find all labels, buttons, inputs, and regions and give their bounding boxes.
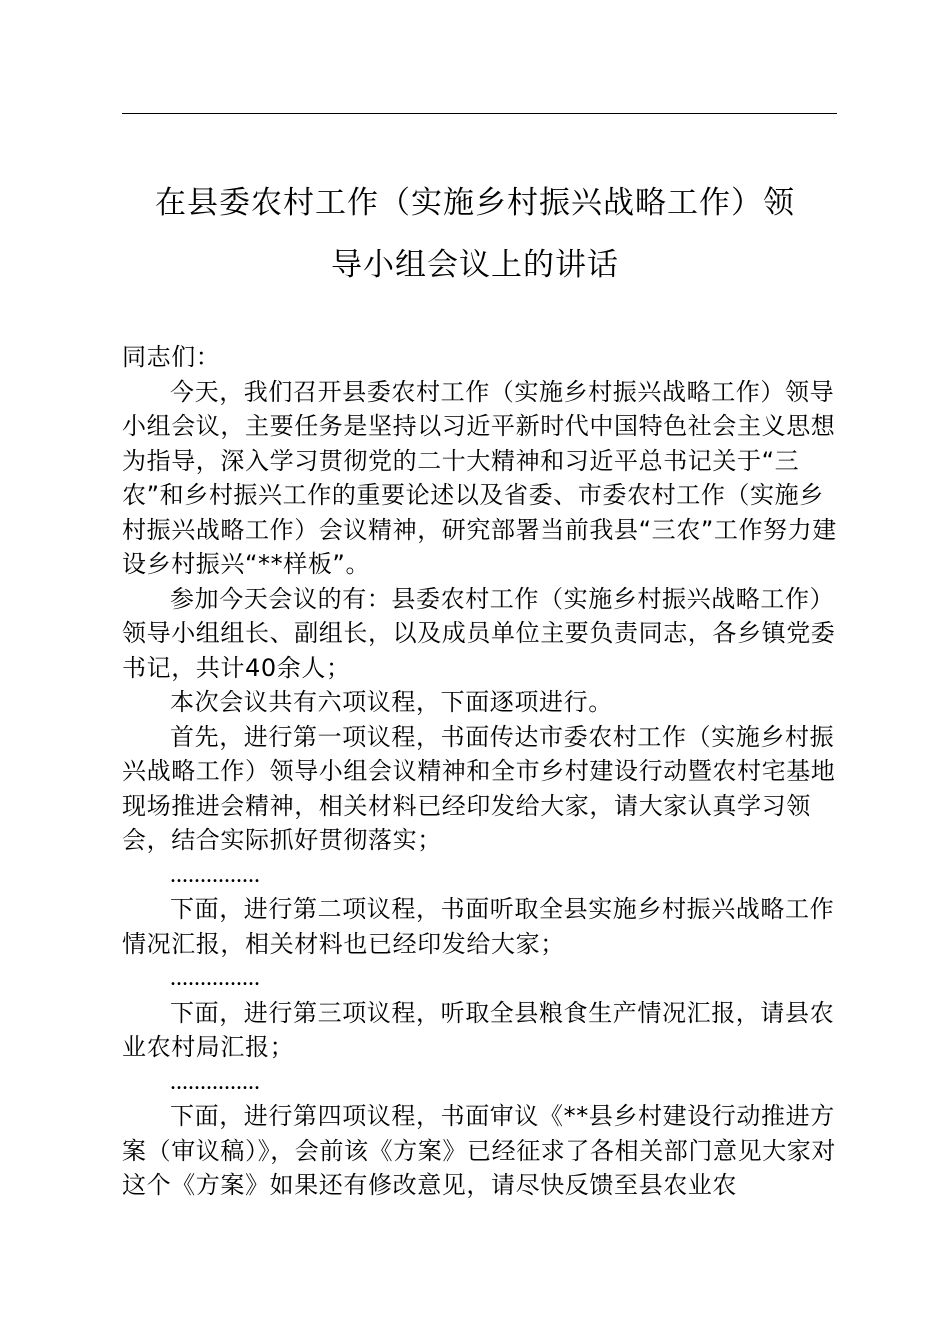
paragraph: 下面，进行第三项议程，听取全县粮食生产情况汇报，请县农业农村局汇报；	[122, 998, 835, 1061]
ellipsis-separator: ...............	[170, 1068, 260, 1095]
header-rule	[122, 113, 837, 114]
title-line-1: 在县委农村工作（实施乡村振兴战略工作）领	[155, 185, 795, 221]
paragraph: 下面，进行第四项议程，书面审议《**县乡村建设行动推进方案（审议稿）》，会前该《方案》已经征求了各相关部门意见大家对这个《方案》如果还有修改意见，请尽快反馈至县农业农	[122, 1102, 836, 1199]
document-body	[122, 340, 837, 1203]
paragraph: 首先，进行第一项议程，书面传达市委农村工作（实施乡村振兴战略工作）领导小组会议精神和全市乡村建设行动暨农村宅基地现场推进会精神，相关材料已经印发给大家，请大家认真学习领会，结合实际抓好贯彻落实；	[122, 722, 836, 854]
document-title	[110, 172, 840, 296]
salutation: 同志们：	[122, 343, 221, 371]
paragraph: 本次会议共有六项议程，下面逐项进行。	[170, 688, 613, 716]
paragraph: 下面，进行第二项议程，书面听取全县实施乡村振兴战略工作情况汇报，相关材料也已经印发给大家；	[122, 895, 835, 958]
title-line-2: 导小组会议上的讲话	[331, 247, 619, 283]
ellipsis-separator: ...............	[170, 861, 260, 888]
paragraph: 参加今天会议的有：县委农村工作（实施乡村振兴战略工作）领导小组组长、副组长，以及成员单位主要负责同志，各乡镇党委书记，共计40余人；	[122, 584, 836, 682]
ellipsis-separator: ...............	[170, 965, 260, 991]
paragraph: 今天，我们召开县委农村工作（实施乡村振兴战略工作）领导小组会议，主要任务是坚持以习近平新时代中国特色社会主义思想为指导，深入学习贯彻党的二十大精神和习近平总书记关于“三农”和乡村振兴工作的重要论述以及省委、市委农村工作（实施乡村振兴战略工作）会议精神，研究部署当前我县“三农”工作努力建设乡村振兴“**样板”。	[122, 377, 837, 578]
